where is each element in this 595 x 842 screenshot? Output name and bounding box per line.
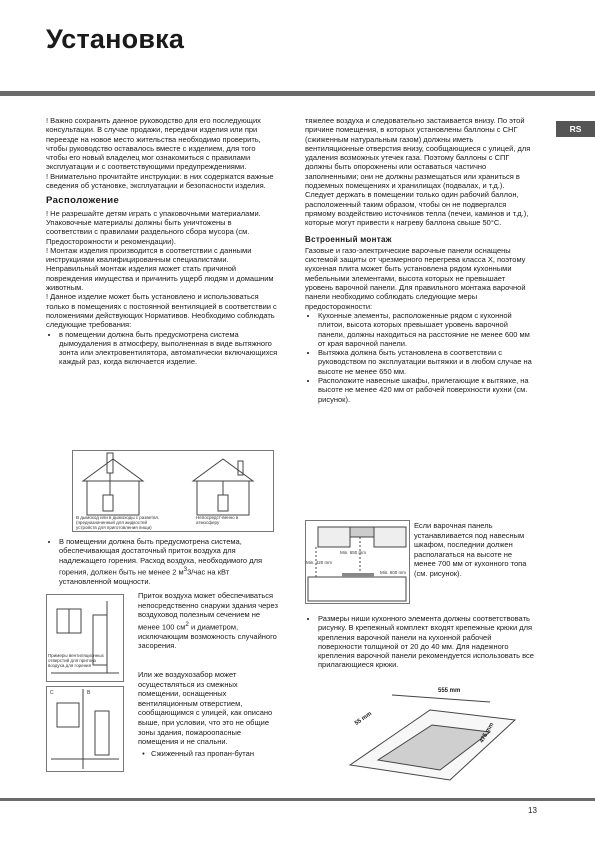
fig-label: Min. 420 mm: [306, 560, 333, 565]
fig-label: Min. 600 mm: [380, 570, 407, 575]
cabinet-note: Если варочная панель устанавливается под навесным шкафом, последнии должен располагаться на высоте не менее 700 мм от кухонного топа (см. рисунок).: [414, 521, 527, 578]
intro-paragraph: ! Важно сохранить данное руководство для его последующих консультации. В случае продажи, передачи изделия или при переезде на новое место жительства необходимо проверить, чтобы руководство оставалось вместе с изделием, для того чтобы его новый владелец мог ознакомиться с правилами эксплуатации и с соответствующими предупреждениями.: [46, 116, 261, 172]
list-item: • Расположите навесные шкафы, прилегающие к вытяжке, на высоте не менее 420 мм от рабочей поверхности кухни (см. рисунок).: [318, 376, 533, 404]
intro-paragraph: ! Внимательно прочитайте инструкции: в них содержатся важные сведения об установке, эксплуатации и безопасности изделия.: [46, 171, 274, 191]
list-item: • В помещении должна быть предусмотрена система, обеспечивающая достаточный приток воздуха для надлежащего горения. Расход воздуха, необходимого для горения, должен быть не менее 2 $м^33$/час на кВт установленной мощности.: [59, 537, 278, 586]
figure-caption: В дымоход или в дымоходы с разветвл. (предназначенный для жидкостей устройств для приготовления пищи): [76, 515, 160, 530]
footer-rule: [0, 798, 595, 801]
placement-paragraph: ! Не разрешайте детям играть с упаковочными материалами.: [46, 208, 261, 218]
ventilation-figure-a: [46, 594, 124, 682]
column-left: [46, 116, 278, 367]
header-rule: [0, 91, 595, 96]
svg-text:B: B: [87, 690, 91, 696]
ventilation-figure-b: [46, 686, 124, 772]
placement-paragraph: Упаковочные материалы должны быть уничтожены в соответствии с правилами раздельного сбора мусора (см. Предосторожности и рекомендации).: [46, 217, 250, 246]
air-supply-text: Приток воздуха может обеспечиваться непосредственно снаружи здания через воздуховод полезным сечением не менее 100 $см^2$ и диаметром, исключающим возможность случайного засорения.: [138, 591, 278, 651]
section-heading-placement: Расположение: [46, 195, 120, 207]
niche-dimension-diagram: [340, 680, 520, 790]
builtin-paragraph: Газовые и газо-электрические варочные панели оснащены системой защиты от чрезмерного перегрева класса X, поэтому кухонная плита может быть установлена рядом кухонными мебельными элементами, высота которых не превышает уровень варочной панели. Для правильного монтажа варочной панели необходимо соблюдать следующие меры предосторожности:: [305, 245, 526, 311]
list-item: • Вытяжка должна быть установлена в соответствии с руководством по эксплуатации вытяжки и в любом случае на высоте не менее 650 мм.: [318, 348, 533, 376]
dimension-label: 475 mm: [478, 721, 496, 745]
column-left-cont: [46, 537, 278, 586]
list-item: • Кухонные элементы, расположенные рядом с кухонной плитои, высота которых превышает уровень варочной панели, должны находиться на расстояние не менее 600 мм от края варочной панели.: [318, 311, 533, 348]
section-heading-builtin: Встроенный монтаж: [305, 234, 392, 244]
ventilation-diagram-a: [47, 595, 123, 681]
indirect-air-text: Или же воздухозабор может осуществляться из смежных помещении, оснащенных вентиляционным отверстием, сообщающимся с улицей, как описано выше, при условии, что это не общие зоны здания, пожароопасные помещения и не спальни. • Сжиженный газ пропан-бутан: [138, 670, 273, 758]
placement-paragraph: ! Монтаж изделия производится в соответствии с данными инструкциями квалифицированным специалистами. Неправильный монтаж изделия может стать причиной повреждения имущества и причинить ущерб людям и домашним животным.: [46, 245, 274, 293]
page-title: Установка: [46, 24, 185, 54]
figure-caption: Примеры вентиляционных отверстий для притока воздуха для горения: [48, 653, 104, 668]
figure-caption: Непосредст-венно в атмосферу: [196, 515, 239, 525]
gas-paragraph: тяжелее воздуха и следовательно застаивается внизу. По этой причине помещения, в которых установлены баллоны с СНГ (сжиженным натуральным газом) должны иметь вентиляционные отверстия внизу, сообщающиеся с улицей, для удаления возможных утечек газа. Поэтому баллоны с СПГ должны быть опорожнены или оставаться частично заполненными; они не должны размещаться или храниться в подземных помещениях и хранилищах (подвалах, и т.д.). Следует держать в помещении только один рабочий баллон, расположенный таким образом, чтобы он не подвергался прямому воздействию источников тепла (печеи, каминов и т.д.), которые могут привести к нагреву баллона свыше 50°С.: [305, 116, 531, 228]
niche-text: [305, 614, 535, 670]
page-number: 13: [528, 806, 537, 815]
dimension-label: 55 mm: [353, 711, 374, 727]
column-right: [305, 116, 533, 404]
ventilation-diagram-b: [47, 687, 123, 771]
language-tab: RS: [556, 121, 595, 137]
list-item: • в помещении должна быть предусмотрена система дымоудаления в атмосферу, выполненная в виде вытяжного зонта или электровентилятора, автоматически включающихся каждый раз, когда включается изделие.: [59, 330, 278, 367]
dimension-label: 555 mm: [438, 688, 461, 694]
fig-label: Min. 650 mm: [340, 550, 367, 555]
placement-paragraph: ! Данное изделие может быть установлено и использоваться только в помещениях с постоянной вентиляцией в соответствии с положениями действующих Нормативов. Необходимо соблюдать следующие требования:: [46, 292, 277, 330]
svg-text:C: C: [50, 690, 54, 696]
list-item: • Размеры ниши кухонного элемента должны соответствовать рисунку. В крепежный комплект входят крепежные крюки для крепления варочной панели на кухонной рабочей поверхности толщиной от 20 до 40 мм. Для надежного крепления варочной панели рекомендуется использовать все прилагающиеся крюки.: [318, 614, 535, 670]
